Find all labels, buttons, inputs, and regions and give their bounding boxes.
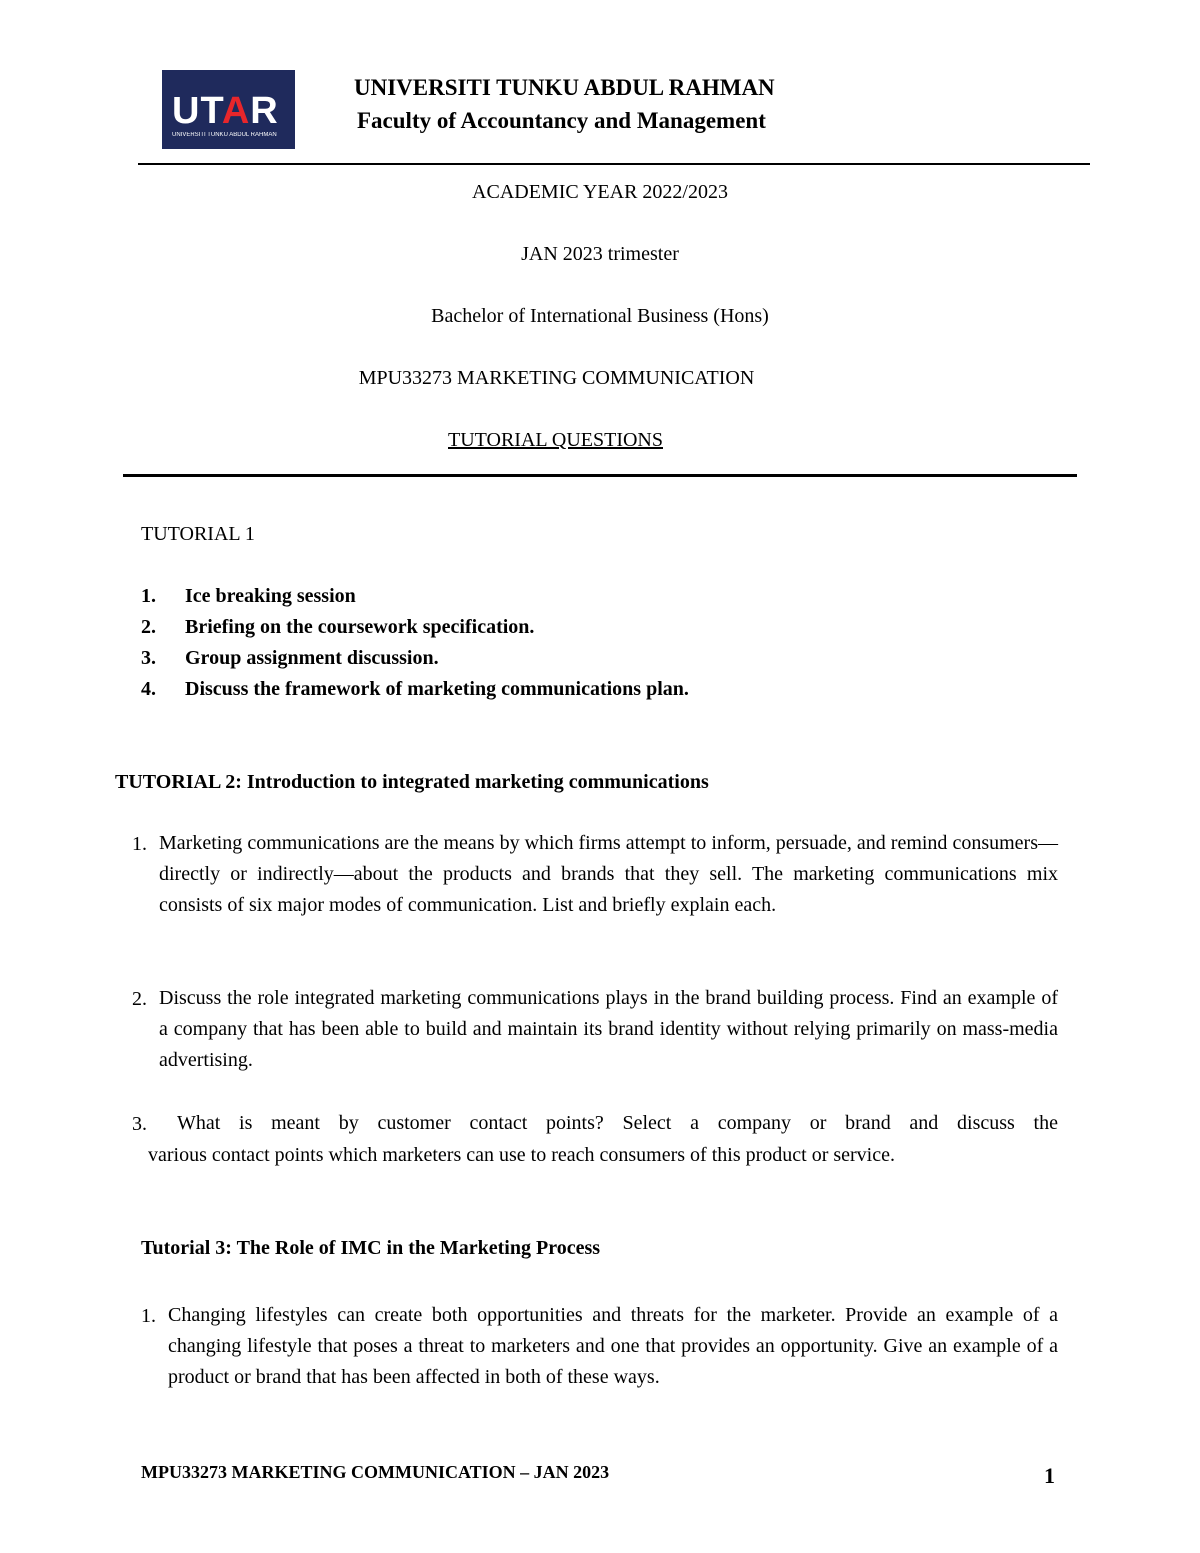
footer-course: MPU33273 MARKETING COMMUNICATION – JAN 2023: [141, 1462, 610, 1482]
document-type: TUTORIAL QUESTIONS: [448, 429, 663, 451]
trimester: JAN 2023 trimester: [521, 243, 679, 265]
tutorial3-q1: Changing lifestyles can create both opportunities and threats for the marketer. Provide an example of a changing lifestyle that poses a threat to marketers and one that provides an opportunity. Give an example of a product or brand that has been affected in both of these ways.: [168, 1304, 1058, 1388]
header-divider: [138, 163, 1090, 165]
tutorial2-q2: Discuss the role integrated marketing communications plays in the brand building process. Find an example of a company that has been able to build and maintain its brand identity without relying primarily on mass-media advertising.: [159, 987, 1058, 1071]
tutorial1-item: Group assignment discussion.: [185, 647, 439, 669]
page-number: 1: [1044, 1463, 1055, 1488]
tutorial2-q3-line: various contact points which marketers can use to reach consumers of this product or service.: [148, 1144, 895, 1166]
academic-year: ACADEMIC YEAR 2022/2023: [472, 181, 728, 203]
tutorial1-title: TUTORIAL 1: [141, 523, 255, 545]
tutorial2-title: TUTORIAL 2: Introduction to integrated marketing communications: [115, 771, 709, 793]
tutorial3-q1-number: 1.: [141, 1305, 156, 1327]
tutorial2-q3-line: What is meant by customer contact points? Select a company or brand and discuss the: [177, 1112, 1058, 1134]
tutorial2-q1-number: 1.: [132, 833, 147, 855]
university-name: UNIVERSITI TUNKU ABDUL RAHMAN: [354, 75, 775, 100]
tutorial3-title: Tutorial 3: The Role of IMC in the Marketing Process: [141, 1237, 601, 1259]
tutorial1-item-num: 1.: [141, 585, 156, 607]
tutorial1-item: Ice breaking session: [185, 585, 356, 607]
course-title: MPU33273 MARKETING COMMUNICATION: [358, 367, 755, 389]
utar-logo: [162, 70, 295, 149]
logo-tagline: UNIVERSITI TUNKU ABDUL RAHMAN: [172, 132, 277, 138]
tutorial1-item-num: 3.: [141, 647, 156, 669]
tutorial1-item-num: 4.: [141, 678, 156, 700]
logo-wordmark: UTAR: [172, 90, 279, 132]
title-divider: [123, 474, 1077, 477]
faculty-name: Faculty of Accountancy and Management: [357, 108, 766, 133]
tutorial1-item: Discuss the framework of marketing communications plan.: [185, 678, 689, 700]
tutorial2-q2-number: 2.: [132, 988, 147, 1010]
programme: Bachelor of International Business (Hons): [431, 305, 769, 327]
tutorial1-item-num: 2.: [141, 616, 156, 638]
tutorial1-item: Briefing on the coursework specification.: [185, 616, 535, 638]
tutorial2-q3-number: 3.: [132, 1113, 147, 1135]
tutorial2-q1: Marketing communications are the means by which firms attempt to inform, persuade, and remind consumers—directly or indirectly—about the products and brands that they sell. The marketing communications mix consists of six major modes of communication. List and briefly explain each.: [159, 832, 1058, 916]
